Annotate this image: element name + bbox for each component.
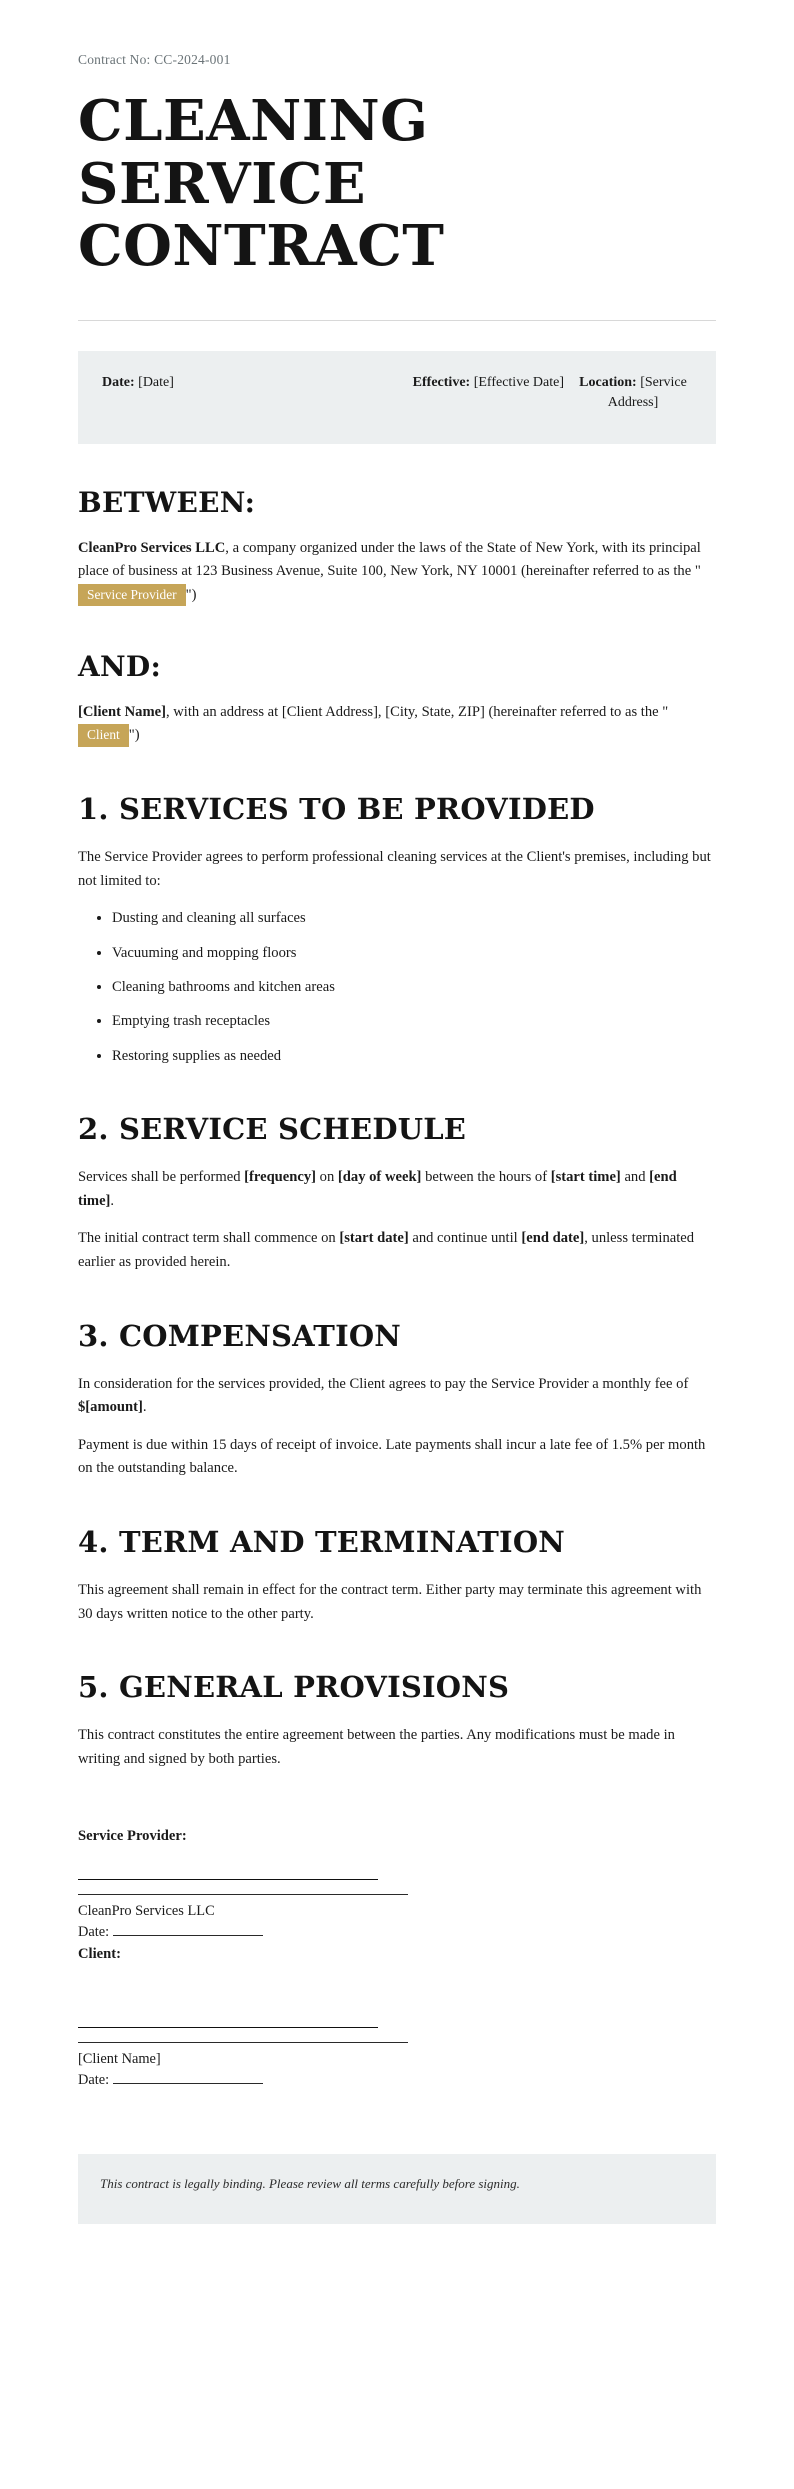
meta-effective-value: [Effective Date] xyxy=(473,375,564,391)
contract-meta-bar xyxy=(78,351,716,444)
paragraph-text: . xyxy=(142,1399,147,1416)
title-line-3: CONTRACT xyxy=(78,213,445,280)
meta-date-value: [Date] xyxy=(138,375,174,391)
client-name: [Client Name] xyxy=(78,703,166,720)
placeholder-field: [end time] xyxy=(78,1168,677,1209)
provider-name: CleanPro Services LLC xyxy=(78,539,226,556)
client-signature-line[interactable] xyxy=(78,2027,378,2028)
document-header xyxy=(78,52,716,321)
section-heading: 3. COMPENSATION xyxy=(78,1318,402,1353)
provider-date-rule[interactable] xyxy=(113,1922,263,1936)
paragraph-text: This agreement shall remain in effect for the contract term. Either party may terminate this agreement with 30 days written notice to the other party. xyxy=(78,1582,702,1622)
section-paragraph xyxy=(78,1227,716,1274)
paragraph-text: , unless terminated earlier as provided herein. xyxy=(78,1230,695,1270)
section-heading: 1. SERVICES TO BE PROVIDED xyxy=(78,791,595,826)
paragraph-text: Services shall be performed xyxy=(78,1168,245,1185)
services-list xyxy=(78,907,716,1068)
and-heading: AND: xyxy=(78,649,162,683)
section-paragraph xyxy=(78,1434,716,1481)
section-heading: 2. SERVICE SCHEDULE xyxy=(78,1111,467,1146)
between-heading: BETWEEN: xyxy=(78,485,256,519)
meta-location xyxy=(574,373,692,414)
paragraph-text: The initial contract term shall commence on xyxy=(78,1230,340,1247)
between-party-paragraph xyxy=(78,537,716,608)
contract-sections xyxy=(78,792,716,1772)
meta-effective xyxy=(413,373,564,393)
client-badge: Client xyxy=(78,724,129,746)
provider-date-field[interactable] xyxy=(78,1922,716,1944)
client-date-label: Date: xyxy=(78,2072,113,2089)
between-text-after: ") xyxy=(185,587,197,604)
paragraph-text: and continue until xyxy=(408,1230,522,1247)
placeholder-field: [start time] xyxy=(550,1168,621,1185)
client-date-rule[interactable] xyxy=(113,2071,263,2085)
and-party-paragraph xyxy=(78,701,716,748)
and-text-after: ") xyxy=(128,727,140,744)
section-heading: 4. TERM AND TERMINATION xyxy=(78,1525,565,1560)
client-signature-label: Client: xyxy=(78,1945,121,1962)
provider-signature-rule xyxy=(78,1894,408,1895)
list-item: • Vacuuming and mopping floors xyxy=(112,942,716,965)
list-item: • Dusting and cleaning all surfaces xyxy=(112,907,716,930)
placeholder-field: [end date] xyxy=(521,1230,585,1247)
placeholder-field: [day of week] xyxy=(337,1168,422,1185)
provider-date-label: Date: xyxy=(78,1924,113,1941)
title-line-1: CLEANING xyxy=(78,88,429,154)
paragraph-text: . xyxy=(110,1192,115,1209)
section-paragraph xyxy=(78,1579,716,1626)
section-paragraph xyxy=(78,1724,716,1771)
client-date-field[interactable] xyxy=(78,2070,716,2092)
section-intro: The Service Provider agrees to perform professional cleaning services at the Client's premises, including but not limited to: xyxy=(78,848,711,889)
section-paragraph xyxy=(78,1166,716,1213)
contract-number: Contract No: CC-2024-001 xyxy=(78,52,231,67)
list-item: • Restoring supplies as needed xyxy=(112,1045,716,1068)
meta-location-value: [Service Address] xyxy=(607,375,687,411)
between-text-before: , a company organized under the laws of the State of New York, with its principal place of business at 123 Business Avenue, Suite 100, New York, NY 10001 (hereinafter referred to as the " xyxy=(78,539,701,580)
and-text-before: , with an address at [Client Address], [City, State, ZIP] (hereinafter referred to as the " xyxy=(165,703,669,720)
legal-footer-note: This contract is legally binding. Please review all terms carefully before signing. xyxy=(78,2154,716,2224)
paragraph-text: and xyxy=(620,1168,650,1185)
list-item: • Emptying trash receptacles xyxy=(112,1010,716,1033)
client-signature-rule xyxy=(78,2042,408,2043)
meta-effective-label: Effective: xyxy=(412,375,471,391)
service-provider-badge: Service Provider xyxy=(78,584,186,606)
meta-location-label: Location: xyxy=(579,375,637,391)
paragraph-text: between the hours of xyxy=(421,1168,551,1185)
page-title xyxy=(78,90,716,278)
provider-signature-label: Service Provider: xyxy=(78,1827,187,1844)
meta-date-label: Date: xyxy=(102,375,135,391)
paragraph-text: In consideration for the services provided, the Client agrees to pay the Service Provider a monthly fee of xyxy=(78,1375,689,1392)
signature-block xyxy=(78,1828,716,2092)
paragraph-text: on xyxy=(316,1168,338,1185)
title-line-2: SERVICE xyxy=(78,150,367,217)
section-heading: 5. GENERAL PROVISIONS xyxy=(78,1670,510,1705)
meta-date xyxy=(102,373,174,393)
section-paragraph xyxy=(78,1373,716,1420)
paragraph-text: This contract constitutes the entire agreement between the parties. Any modifications must be made in writing and signed by both parties. xyxy=(78,1727,675,1767)
placeholder-field: [frequency] xyxy=(244,1168,317,1185)
client-printed-name: [Client Name] xyxy=(78,2050,161,2067)
paragraph-text: Payment is due within 15 days of receipt of invoice. Late payments shall incur a late fee of 1.5% per month on the outstanding balance. xyxy=(78,1436,706,1477)
list-item: • Cleaning bathrooms and kitchen areas xyxy=(112,976,716,999)
placeholder-field: [start date] xyxy=(339,1230,409,1247)
placeholder-field: $[amount] xyxy=(78,1399,143,1416)
provider-printed-name: CleanPro Services LLC xyxy=(78,1902,215,1919)
title-divider xyxy=(78,320,716,321)
provider-signature-line[interactable] xyxy=(78,1879,378,1880)
